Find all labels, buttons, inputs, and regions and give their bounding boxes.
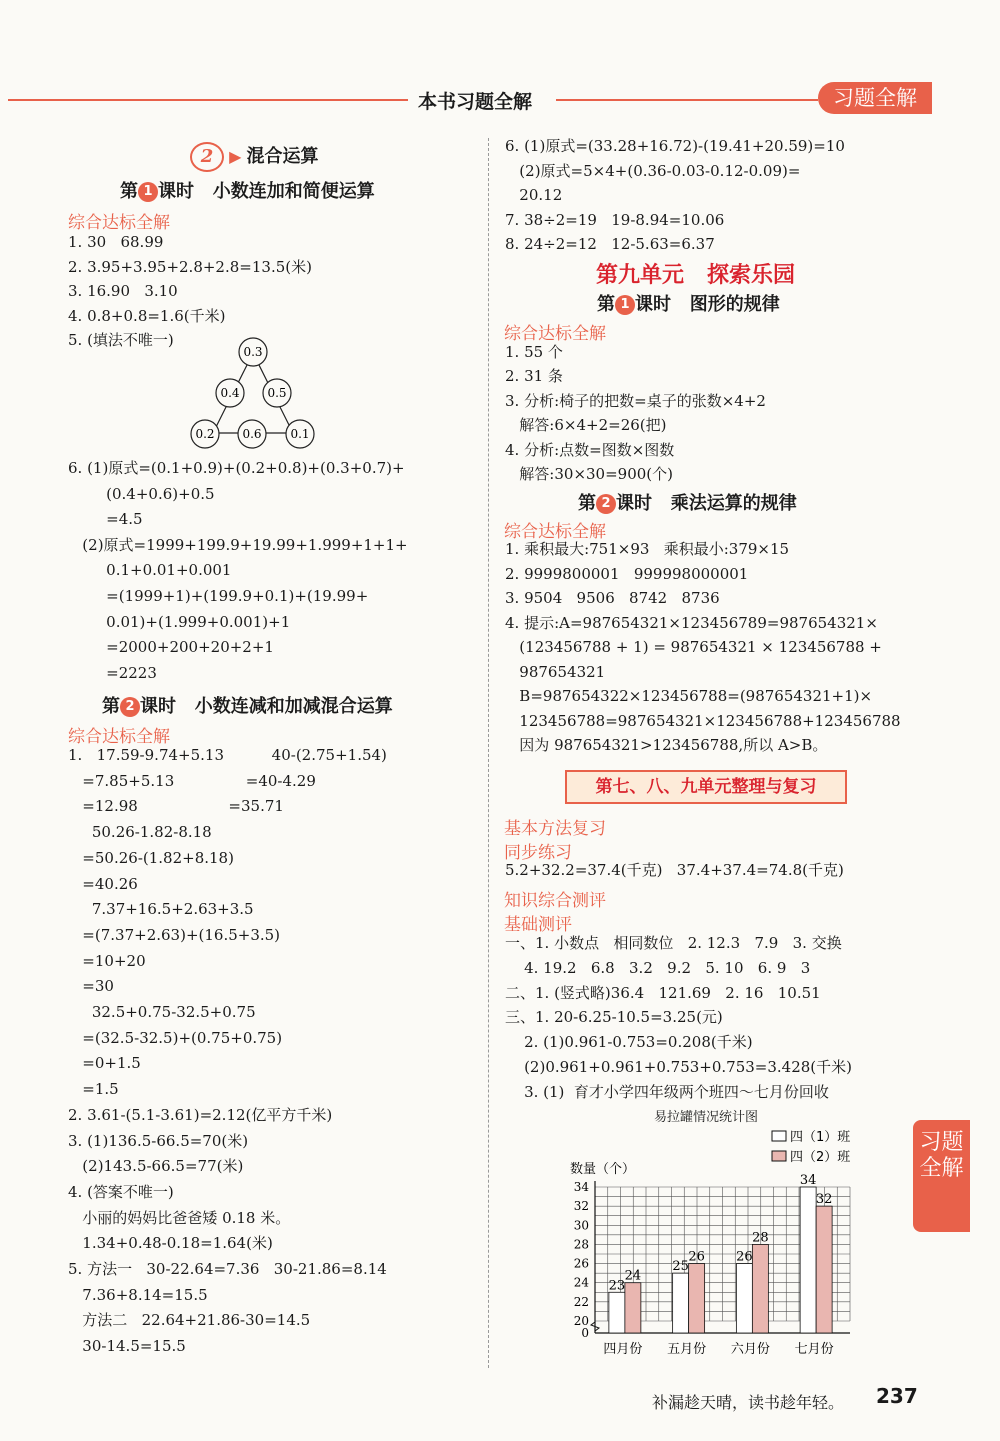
answer-line: =50.26-(1.82+8.18) [68,848,234,867]
answer-line: 20.12 [505,186,563,204]
answer-line: 3. (1) 育才小学四年级两个班四～七月份回收 [505,1082,829,1101]
side-tab: 习题全解 [913,1120,970,1232]
answer-line: =(32.5-32.5)+(0.75+0.75) [68,1028,283,1047]
test-label: 知识综合测评 [504,891,606,911]
bar [673,1273,689,1333]
answer-line: 3. 分析:椅子的把数=桌子的张数×4+2 [505,391,766,410]
legend-swatch [772,1131,786,1141]
answer-line: 2. 31 条 [505,367,563,386]
x-tick-label: 七月份 [794,1342,834,1357]
bar [736,1264,752,1333]
answer-line: 3. 16.90 3.10 [68,282,178,300]
answer-line: 0.1+0.01+0.001 [68,561,232,580]
chart-title-line2: 易拉罐情况统计图 [654,1110,759,1125]
footer-motto: 补漏趁天晴，读书趁年轻。 [652,1393,845,1412]
answer-line: 2. 3.61-(5.1-3.61)=2.12(亿平方千米) [68,1105,333,1124]
page-number: 237 [876,1384,918,1408]
answer-line: =2000+200+20+2+1 [68,638,274,657]
bar [752,1244,768,1333]
circle-value: 0.1 [290,427,310,441]
header-badge: 习题全解 [818,82,932,114]
answer-line: 987654321 [505,662,606,681]
answer-line: 4. (答案不唯一) [68,1182,174,1201]
bar [816,1206,832,1333]
answer-line: (2)原式=5×4+(0.36-0.03-0.12-0.09)= [505,161,801,180]
answer-line: =(1999+1)+(199.9+0.1)+(19.99+ [68,587,369,605]
y-tick-label: 24 [573,1275,589,1290]
y-tick-label: 20 [573,1314,589,1328]
bar [609,1292,625,1333]
data-label: 25 [672,1259,689,1275]
answer-line: (2)0.961+0.961+0.753+0.753=3.428(千米) [505,1058,853,1076]
section-title: 混合运算 [246,146,319,167]
answer-line: 二、1. (竖式略)36.4 121.69 2. 16 10.51 [505,983,821,1002]
data-label: 24 [624,1268,642,1284]
answer-line: 4. 0.8+0.8=1.6(千米) [68,306,226,325]
section-number: 2 [190,142,224,172]
lesson-number: 1 [138,182,158,202]
y-tick-label: 26 [573,1256,589,1271]
sync-label: 同步练习 [504,843,572,863]
answer-line: 4. 提示:A=987654321×123456789=987654321× [505,613,878,632]
answer-line: 2. 9999800001 999998000001 [505,564,749,583]
header-rule-left [8,99,408,101]
answer-line: =12.98 =35.71 [68,797,284,816]
section-heading [190,142,319,172]
answer-line: 2. 3.95+3.95+2.8+2.8=13.5(米) [68,257,312,276]
answer-line: 1. 17.59-9.74+5.13 40-(2.75+1.54) [68,746,387,764]
y-axis-label: 数量（个） [570,1162,636,1177]
answer-line: 6. (1)原式=(0.1+0.9)+(0.2+0.8)+(0.3+0.7)+ [68,459,405,477]
answer-line: 2. (1)0.961-0.753=0.208(千米) [505,1033,753,1052]
answer-line: 4. 分析:点数=图数×图数 [505,440,675,459]
lesson-heading-1: 第 1 课时 小数连加和简便运算 [120,181,375,202]
column-divider [488,138,489,1368]
answer-line: (2)143.5-66.5=77(米) [68,1157,244,1176]
answer-line: 50.26-1.82-8.18 [68,823,212,842]
answer-line: 123456788=987654321×123456788+123456788 [505,711,901,730]
answer-line: 32.5+0.75-32.5+0.75 [68,1003,256,1021]
data-label: 26 [688,1249,705,1265]
circle-triangle-diagram [185,335,325,455]
bar [800,1187,816,1333]
answer-line: =0+1.5 [68,1054,141,1073]
answer-line: 7.37+16.5+2.63+3.5 [68,900,254,919]
answer-line: 解答:6×4+2=26(把) [505,416,667,435]
answer-line: =2223 [68,663,157,682]
answer-line: 三、1. 20-6.25-10.5=3.25(元) [505,1008,723,1027]
answer-line: =1.5 [68,1080,119,1099]
answer-line: =40.26 [68,874,138,893]
answer-line: =30 [68,977,114,996]
y-tick-label: 0 [581,1326,589,1340]
x-tick-label: 五月份 [667,1342,707,1357]
answer-line: =7.85+5.13 =40-4.29 [68,771,316,790]
answer-line: 8. 24÷2=12 12-5.63=6.37 [505,235,715,253]
answer-line: (2)原式=1999+199.9+19.99+1.999+1+1+ [68,535,408,554]
answer-line: 1. 55 个 [505,343,563,361]
answer-line: 6. (1)原式=(33.28+16.72)-(19.41+20.59)=10 [505,137,845,155]
lesson-heading-3: 第 1 课时 图形的规律 [597,294,780,315]
data-label: 23 [608,1278,626,1294]
answer-line: =4.5 [68,510,143,529]
lesson-number: 2 [596,494,616,514]
y-tick-label: 22 [573,1294,589,1309]
base-label: 基础测评 [504,915,572,935]
data-label: 32 [815,1192,833,1208]
answer-line: =10+20 [68,951,146,970]
legend-swatch [772,1151,786,1161]
lesson-heading-4: 第 2 课时 乘法运算的规律 [578,493,797,514]
y-tick-label: 34 [573,1180,589,1194]
x-tick-label: 四月份 [603,1342,643,1357]
answer-line: 解答:30×30=900(个) [505,465,674,483]
answer-line: 一、1. 小数点 相同数位 2. 12.3 7.9 3. 交换 [505,934,842,952]
answer-line: 30-14.5=15.5 [68,1337,186,1356]
answer-line: 3. 9504 9506 8742 8736 [505,589,720,607]
legend-label: 四（1）班 [790,1130,851,1145]
header-rule-right [556,99,818,101]
header-title: 本书习题全解 [418,91,533,113]
answer-line: 1. 30 68.99 [68,233,164,251]
bar [625,1283,641,1333]
circle-value: 0.4 [220,386,240,400]
basic-label: 基本方法复习 [504,819,606,839]
lesson-number: 2 [120,697,140,717]
circle-value: 0.5 [267,386,287,400]
circle-value: 0.3 [243,345,263,359]
y-tick-label: 28 [573,1237,589,1252]
answer-line: 方法二 22.64+21.86-30=14.5 [68,1311,311,1330]
answer-line: 7. 38÷2=19 19-8.94=10.06 [505,210,725,229]
bar [689,1264,705,1333]
section-label: 综合达标全解 [68,213,170,233]
answer-line: =(7.37+2.63)+(16.5+3.5) [68,925,281,944]
answer-line: (123456788 + 1) = 987654321 × 123456788 + [505,638,882,656]
circle-value: 0.6 [242,427,262,441]
section-label: 综合达标全解 [504,522,606,542]
section-label: 综合达标全解 [68,727,170,747]
answer-line: 5. (填法不唯一) [68,331,174,349]
unit-title: 第九单元 探索乐园 [596,263,795,288]
review-title: 第七、八、九单元整理与复习 [565,770,847,804]
answer-line: B=987654322×123456788=(987654321+1)× [505,687,873,705]
answer-line: 1. 乘积最大:751×93 乘积最小:379×15 [505,540,790,558]
lesson-heading-2: 第 2 课时 小数连减和加减混合运算 [102,696,393,717]
bar-chart [560,1125,870,1365]
x-tick-label: 六月份 [730,1342,770,1357]
data-label: 34 [799,1173,817,1188]
y-tick-label: 30 [573,1218,589,1233]
circle-value: 0.2 [195,427,215,441]
answer-line: 4. 19.2 6.8 3.2 9.2 5. 10 6. 9 3 [505,958,811,977]
data-label: 26 [736,1249,753,1265]
answer-line: 5. 方法一 30-22.64=7.36 30-21.86=8.14 [68,1260,387,1278]
answer-line: (0.4+0.6)+0.5 [68,484,215,503]
legend-label: 四（2）班 [790,1150,851,1165]
answer-line: 7.36+8.14=15.5 [68,1285,208,1304]
section-label: 综合达标全解 [504,324,606,344]
answer-line: 小丽的妈妈比爸爸矮 0.18 米。 [68,1208,291,1227]
arrow-icon: ▶ [229,147,242,166]
answer-line: 因为 987654321>123456788,所以 A>B。 [505,736,828,754]
answer-line: 1.34+0.48-0.18=1.64(米) [68,1234,273,1253]
answer-line: 3. (1)136.5-66.5=70(米) [68,1131,249,1150]
sync-answer: 5.2+32.2=37.4(千克) 37.4+37.4=74.8(千克) [505,861,844,879]
y-tick-label: 32 [573,1199,589,1214]
lesson-number: 1 [615,295,635,315]
answer-line: 0.01)+(1.999+0.001)+1 [68,612,291,631]
data-label: 28 [752,1230,769,1246]
